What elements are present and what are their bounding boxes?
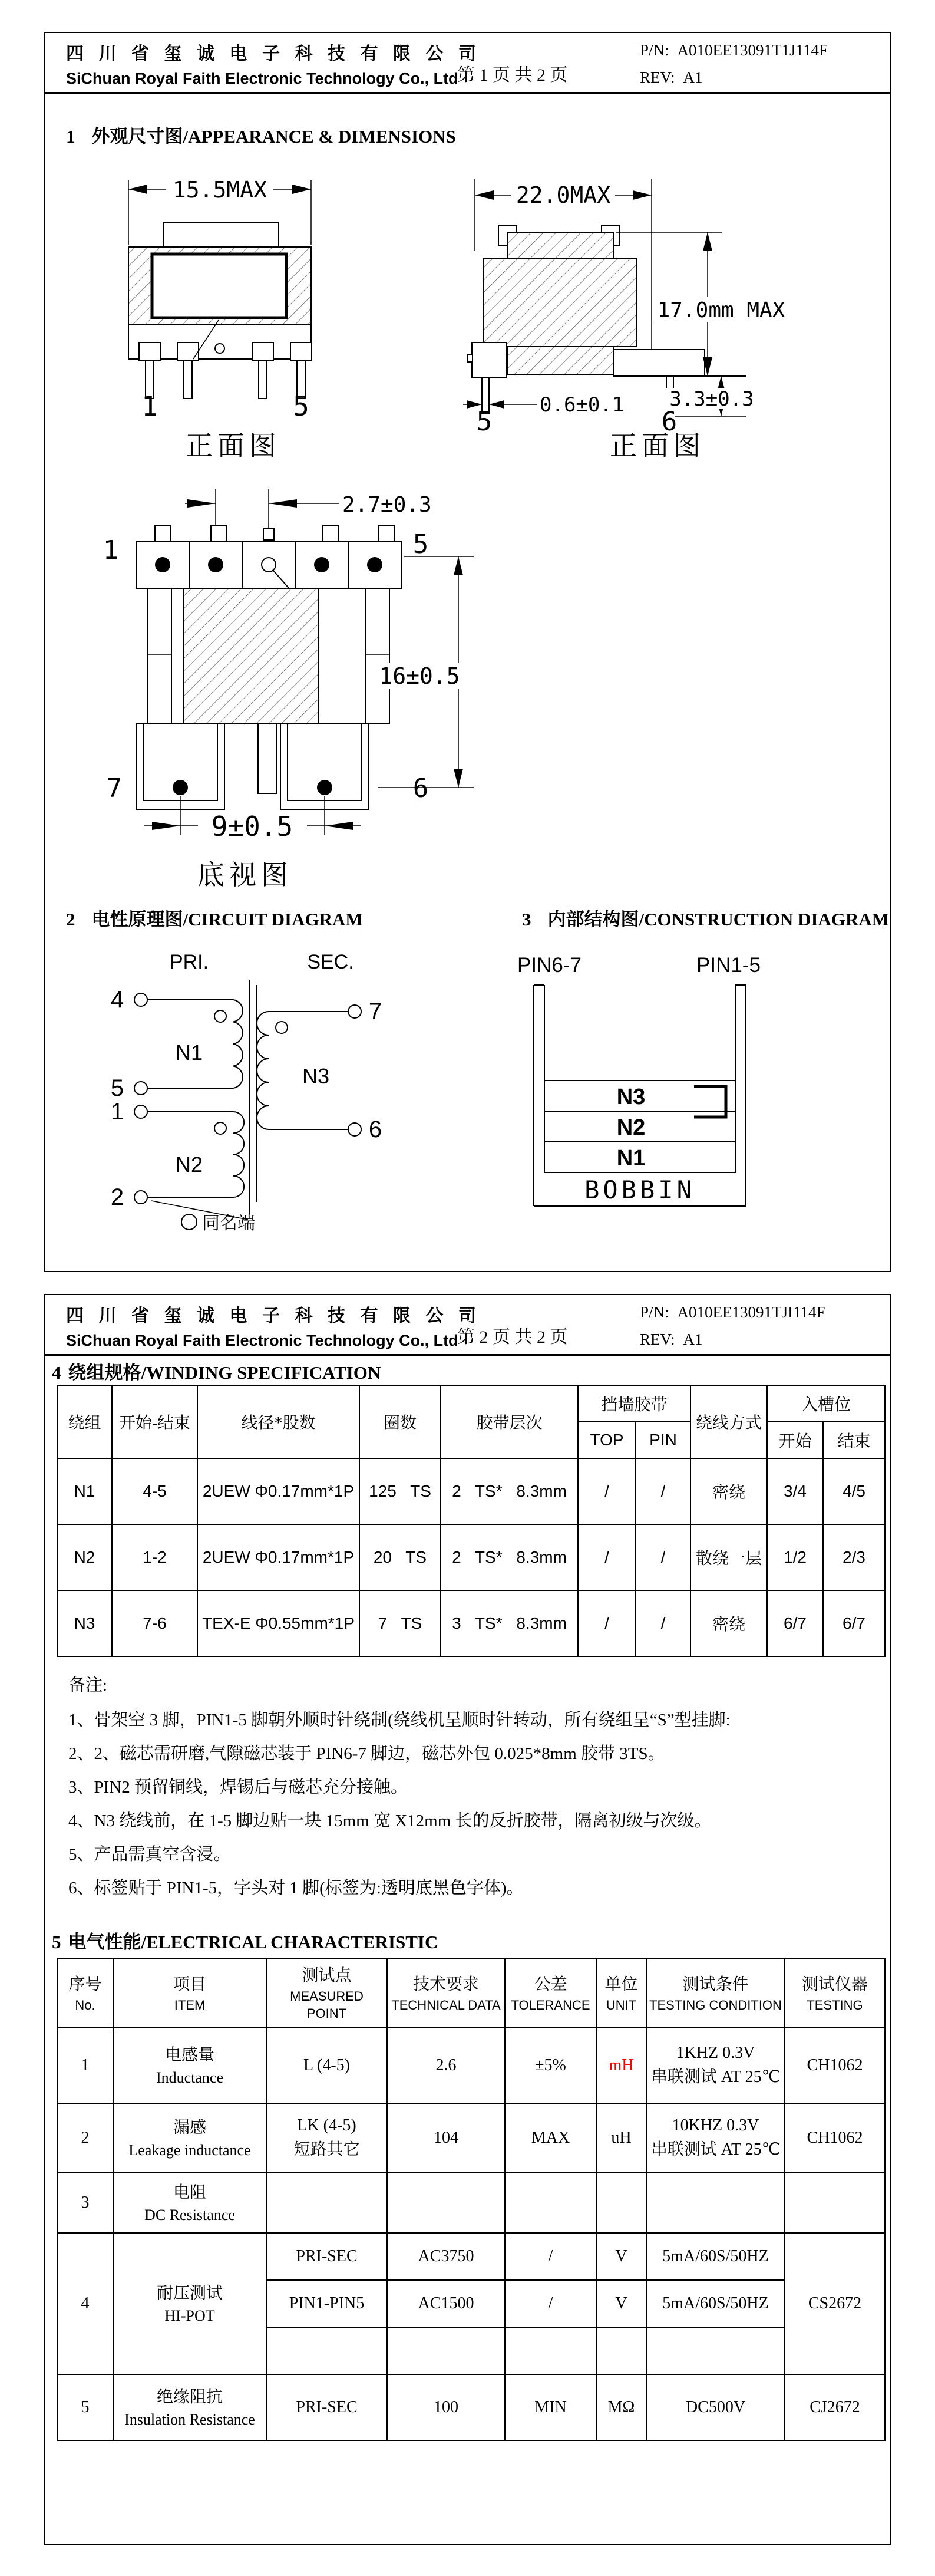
cell-tape: 2 TS* 8.3mm bbox=[441, 1524, 578, 1590]
circuit-pin-1: 1 bbox=[110, 1099, 124, 1125]
wt-col-start-end: 开始-结束 bbox=[112, 1385, 197, 1458]
cell-pin: / bbox=[636, 1524, 690, 1590]
section5-title bbox=[52, 1927, 438, 1954]
cell-condition: 5mA/60S/50HZ bbox=[646, 2233, 785, 2280]
front-view-caption: 正面图 bbox=[186, 431, 281, 461]
bottom-view-caption: 底视图 bbox=[197, 860, 293, 890]
section4-number: 4 bbox=[52, 1362, 61, 1383]
cell-no: 3 bbox=[57, 2173, 113, 2233]
elec-row-inductance bbox=[57, 2028, 885, 2103]
cell-slot-end: 4/5 bbox=[823, 1458, 885, 1524]
et-col-no: 序号 No. bbox=[57, 1958, 113, 2028]
cell-start-end: 1-2 bbox=[112, 1524, 197, 1590]
et-col-unit: 单位 UNIT bbox=[596, 1958, 646, 2028]
cell-unit: uH bbox=[596, 2103, 646, 2173]
cell-winding: N3 bbox=[57, 1590, 112, 1656]
part-number-line bbox=[640, 41, 828, 60]
cell-point bbox=[266, 2327, 387, 2374]
cell-no: 2 bbox=[57, 2103, 113, 2173]
bottom-pin-1-label: 1 bbox=[103, 535, 119, 565]
construction-left-label: PIN6-7 bbox=[517, 954, 582, 977]
circuit-diagram bbox=[101, 944, 407, 1238]
et-col-condition: 测试条件 TESTING CONDITION bbox=[646, 1958, 785, 2028]
cell-slot-start: 3/4 bbox=[767, 1458, 823, 1524]
cell-tolerance: MAX bbox=[505, 2103, 596, 2173]
wt-col-turns: 圈数 bbox=[359, 1385, 441, 1458]
page-2 bbox=[44, 1294, 891, 2545]
dim-width-label: 15.5MAX bbox=[172, 177, 267, 203]
cell-winding: N2 bbox=[57, 1524, 112, 1590]
cell-slot-end: 2/3 bbox=[823, 1524, 885, 1590]
section1-text: 外观尺寸图/APPEARANCE & DIMENSIONS bbox=[91, 126, 456, 147]
cell-data: 104 bbox=[387, 2103, 505, 2173]
section3-title bbox=[522, 904, 889, 931]
dim-depth-label: 22.0MAX bbox=[516, 182, 611, 208]
rev-label-p2: REV: bbox=[640, 1330, 675, 1348]
cell-tolerance: / bbox=[505, 2233, 596, 2280]
cell-no: 4 bbox=[57, 2233, 113, 2374]
wt-col-slot-end: 结束 bbox=[823, 1422, 885, 1458]
cell-point: PRI-SEC bbox=[266, 2374, 387, 2440]
cell-tester: CH1062 bbox=[785, 2028, 885, 2103]
pn-value: A010EE13091T1J114F bbox=[677, 41, 828, 59]
front-view-drawing bbox=[98, 172, 463, 419]
dot-convention-icon bbox=[181, 1214, 197, 1230]
cell-tester: CS2672 bbox=[785, 2233, 885, 2374]
wt-col-tape: 胶带层次 bbox=[441, 1385, 578, 1458]
side-pin-6-label: 6 bbox=[661, 407, 678, 431]
cell-unit bbox=[596, 2327, 646, 2374]
dim-height-label: 17.0mm MAX bbox=[657, 298, 785, 322]
cell-unit: V bbox=[596, 2280, 646, 2327]
wt-col-wall-tape: 挡墙胶带 bbox=[578, 1385, 690, 1422]
cell-tolerance bbox=[505, 2173, 596, 2233]
et-col-point: 测试点 MEASURED POINT bbox=[266, 1958, 387, 2028]
cell-data: 2.6 bbox=[387, 2028, 505, 2103]
section2-text: 电性原理图/CIRCUIT DIAGRAM bbox=[91, 909, 363, 930]
section4-text: 绕组规格/WINDING SPECIFICATION bbox=[68, 1362, 381, 1383]
dim-span-label: 9±0.5 bbox=[211, 811, 293, 842]
note-item-6: 6、标签贴于 PIN1-5，字头对 1 脚(标签为:透明底黑色字体)。 bbox=[68, 1879, 524, 1898]
cell-tolerance bbox=[505, 2327, 596, 2374]
cell-condition: 1KHZ 0.3V 串联测试 AT 25℃ bbox=[646, 2028, 785, 2103]
cell-data bbox=[387, 2327, 505, 2374]
dot-legend-label: 同名端 bbox=[202, 1214, 255, 1233]
page-number: 第 1 页 共 2 页 bbox=[457, 65, 568, 85]
construction-diagram bbox=[510, 944, 769, 1221]
section2-number: 2 bbox=[66, 909, 75, 930]
cell-pin: / bbox=[636, 1458, 690, 1524]
et-col-data: 技术要求 TECHNICAL DATA bbox=[387, 1958, 505, 2028]
cell-point: LK (4-5) 短路其它 bbox=[266, 2103, 387, 2173]
wt-col-winding: 绕组 bbox=[57, 1385, 112, 1458]
cell-condition: 10KHZ 0.3V 串联测试 AT 25℃ bbox=[646, 2103, 785, 2173]
wt-col-pin: PIN bbox=[636, 1422, 690, 1458]
cell-tape: 3 TS* 8.3mm bbox=[441, 1590, 578, 1656]
cell-condition bbox=[646, 2327, 785, 2374]
cell-item: 电感量 Inductance bbox=[113, 2028, 266, 2103]
cell-data: AC1500 bbox=[387, 2280, 505, 2327]
pn-value-p2: A010EE13091TJI114F bbox=[677, 1303, 825, 1321]
company-name-cn-p2: 四 川 省 玺 诚 电 子 科 技 有 限 公 司 bbox=[66, 1306, 481, 1326]
bobbin-label: BOBBIN bbox=[584, 1175, 695, 1204]
wt-col-slot: 入槽位 bbox=[767, 1385, 885, 1422]
cell-wire: TEX-E Φ0.55mm*1P bbox=[197, 1590, 359, 1656]
primary-label: PRI. bbox=[169, 951, 209, 973]
rev-line bbox=[640, 68, 703, 87]
cell-wire: 2UEW Φ0.17mm*1P bbox=[197, 1524, 359, 1590]
cell-condition bbox=[646, 2173, 785, 2233]
bottom-pin-5-label: 5 bbox=[412, 529, 429, 559]
cell-no: 5 bbox=[57, 2374, 113, 2440]
section5-number: 5 bbox=[52, 1932, 61, 1952]
construction-right-label: PIN1-5 bbox=[696, 954, 761, 977]
cell-method: 散绕一层 bbox=[690, 1524, 767, 1590]
cell-data: AC3750 bbox=[387, 2233, 505, 2280]
front-pin-1-label: 1 bbox=[141, 390, 158, 419]
header-divider bbox=[45, 92, 890, 94]
note-item-1: 1、骨架空 3 脚，PIN1-5 脚朝外顺时针绕制(绕线机呈顺时针转动，所有绕组呈“S”型挂脚: bbox=[68, 1711, 731, 1730]
rev-label: REV: bbox=[640, 68, 675, 86]
cell-unit: MΩ bbox=[596, 2374, 646, 2440]
cell-top: / bbox=[578, 1458, 636, 1524]
part-number-line-p2 bbox=[640, 1303, 825, 1322]
secondary-label: SEC. bbox=[307, 951, 354, 973]
cell-data: 100 bbox=[387, 2374, 505, 2440]
cell-top: / bbox=[578, 1524, 636, 1590]
cell-tape: 2 TS* 8.3mm bbox=[441, 1458, 578, 1524]
et-col-item: 项目 ITEM bbox=[113, 1958, 266, 2028]
cell-tolerance: / bbox=[505, 2280, 596, 2327]
wt-col-top: TOP bbox=[578, 1422, 636, 1458]
cell-wire: 2UEW Φ0.17mm*1P bbox=[197, 1458, 359, 1524]
rev-line-p2 bbox=[640, 1330, 703, 1349]
cell-start-end: 4-5 bbox=[112, 1458, 197, 1524]
circuit-pin-2: 2 bbox=[110, 1184, 124, 1210]
cell-method: 密绕 bbox=[690, 1590, 767, 1656]
cell-point bbox=[266, 2173, 387, 2233]
cell-point: PIN1-PIN5 bbox=[266, 2280, 387, 2327]
side-pin-5-label: 5 bbox=[476, 407, 493, 431]
cell-tester: CH1062 bbox=[785, 2103, 885, 2173]
layer-n1-label: N1 bbox=[616, 1146, 646, 1171]
circuit-pin-4: 4 bbox=[110, 987, 124, 1013]
elec-row-dc-resistance bbox=[57, 2173, 885, 2233]
side-view-caption: 正面图 bbox=[610, 431, 705, 461]
dim-standoff-label: 3.3±0.3 bbox=[669, 387, 754, 411]
cell-top: / bbox=[578, 1590, 636, 1656]
winding-row-n1 bbox=[57, 1458, 885, 1524]
elec-row-hipot-1 bbox=[57, 2233, 885, 2280]
cell-data bbox=[387, 2173, 505, 2233]
elec-row-leakage bbox=[57, 2103, 885, 2173]
cell-pin: / bbox=[636, 1590, 690, 1656]
cell-condition: DC500V bbox=[646, 2374, 785, 2440]
page-1 bbox=[44, 32, 891, 1272]
circuit-pin-6: 6 bbox=[368, 1116, 382, 1142]
dim-body-label: 16±0.5 bbox=[379, 663, 460, 689]
wt-col-slot-start: 开始 bbox=[767, 1422, 823, 1458]
section4-title bbox=[52, 1358, 381, 1384]
winding-row-n2 bbox=[57, 1524, 885, 1590]
et-col-tolerance: 公差 TOLERANCE bbox=[505, 1958, 596, 2028]
cell-item: 漏感 Leakage inductance bbox=[113, 2103, 266, 2173]
winding-spec-table bbox=[57, 1385, 886, 1657]
cell-tolerance: ±5% bbox=[505, 2028, 596, 2103]
elec-row-insulation bbox=[57, 2374, 885, 2440]
section3-number: 3 bbox=[522, 909, 531, 930]
section2-title bbox=[66, 904, 363, 931]
et-col-tester: 测试仪器 TESTING bbox=[785, 1958, 885, 2028]
page-number-p2: 第 2 页 共 2 页 bbox=[457, 1327, 568, 1347]
winding-n1-label: N1 bbox=[175, 1040, 203, 1065]
note-item-5: 5、产品需真空含浸。 bbox=[68, 1845, 231, 1864]
winding-n2-label: N2 bbox=[175, 1152, 203, 1177]
cell-point: PRI-SEC bbox=[266, 2233, 387, 2280]
note-item-4: 4、N3 绕线前，在 1-5 脚边贴一块 15mm 宽 X12mm 长的反折胶带，隔离初级与次级。 bbox=[68, 1811, 712, 1830]
cell-no: 1 bbox=[57, 2028, 113, 2103]
pn-label: P/N: bbox=[640, 41, 669, 59]
bottom-pin-7-label: 7 bbox=[106, 773, 123, 803]
bottom-view-drawing bbox=[86, 481, 487, 846]
front-pin-5-label: 5 bbox=[293, 390, 309, 419]
cell-unit bbox=[596, 2173, 646, 2233]
cell-unit: mH bbox=[596, 2028, 646, 2103]
cell-turns: 7 TS bbox=[359, 1590, 441, 1656]
cell-slot-end: 6/7 bbox=[823, 1590, 885, 1656]
cell-turns: 125 TS bbox=[359, 1458, 441, 1524]
notes-block bbox=[68, 1677, 731, 1913]
header-divider-p2 bbox=[45, 1354, 890, 1356]
section1-number: 1 bbox=[66, 126, 75, 147]
bottom-pin-6-label: 6 bbox=[412, 773, 429, 803]
winding-row-n3 bbox=[57, 1590, 885, 1656]
company-name-en-p2: SiChuan Royal Faith Electronic Technology Co., Ltd bbox=[66, 1332, 458, 1349]
cell-item: 电阻 DC Resistance bbox=[113, 2173, 266, 2233]
notes-title: 备注: bbox=[68, 1676, 108, 1695]
circuit-pin-7: 7 bbox=[368, 999, 382, 1025]
cell-unit: V bbox=[596, 2233, 646, 2280]
note-item-3: 3、PIN2 预留铜线，焊锡后与磁芯充分接触。 bbox=[68, 1778, 408, 1797]
cell-winding: N1 bbox=[57, 1458, 112, 1524]
cell-item: 耐压测试 HI-POT bbox=[113, 2233, 266, 2374]
section3-text: 内部结构图/CONSTRUCTION DIAGRAM bbox=[547, 909, 890, 930]
cell-start-end: 7-6 bbox=[112, 1590, 197, 1656]
circuit-pin-5: 5 bbox=[110, 1075, 124, 1101]
cell-tolerance: MIN bbox=[505, 2374, 596, 2440]
cell-turns: 20 TS bbox=[359, 1524, 441, 1590]
cell-method: 密绕 bbox=[690, 1458, 767, 1524]
wt-col-wire: 线径*股数 bbox=[197, 1385, 359, 1458]
winding-n3-label: N3 bbox=[302, 1064, 330, 1088]
rev-value-p2: A1 bbox=[683, 1330, 703, 1348]
side-view-drawing bbox=[457, 169, 870, 431]
pn-label-p2: P/N: bbox=[640, 1303, 669, 1321]
cell-point: L (4-5) bbox=[266, 2028, 387, 2103]
cell-item: 绝缘阻抗 Insulation Resistance bbox=[113, 2374, 266, 2440]
company-name-en: SiChuan Royal Faith Electronic Technology Co., Ltd bbox=[66, 70, 458, 87]
company-name-cn: 四 川 省 玺 诚 电 子 科 技 有 限 公 司 bbox=[66, 44, 481, 64]
cell-slot-start: 6/7 bbox=[767, 1590, 823, 1656]
dim-pin-width-label: 0.6±0.1 bbox=[540, 393, 625, 417]
cell-slot-start: 1/2 bbox=[767, 1524, 823, 1590]
cell-tester bbox=[785, 2173, 885, 2233]
layer-n3-label: N3 bbox=[616, 1085, 646, 1109]
section1-title bbox=[66, 121, 456, 148]
cell-tester: CJ2672 bbox=[785, 2374, 885, 2440]
note-item-2: 2、2、磁芯需研磨,气隙磁芯装于 PIN6-7 脚边，磁芯外包 0.025*8mm 胶带 3TS。 bbox=[68, 1744, 665, 1763]
wt-col-method: 绕线方式 bbox=[690, 1385, 767, 1458]
cell-condition: 5mA/60S/50HZ bbox=[646, 2280, 785, 2327]
layer-n2-label: N2 bbox=[616, 1115, 646, 1140]
rev-value: A1 bbox=[683, 68, 703, 86]
section5-text: 电气性能/ELECTRICAL CHARACTERISTIC bbox=[68, 1932, 438, 1952]
electrical-table bbox=[57, 1958, 886, 2441]
dim-pitch-label: 2.7±0.3 bbox=[342, 493, 432, 517]
